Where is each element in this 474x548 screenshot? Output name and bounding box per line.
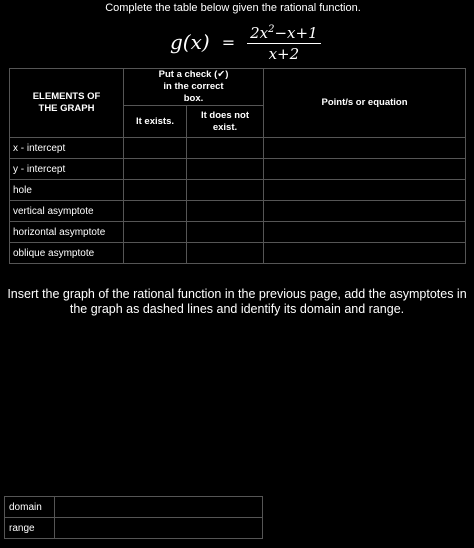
numerator-leading-term: 2x: [250, 24, 269, 42]
table-row: [10, 222, 466, 243]
domain-label: domain: [5, 497, 55, 518]
not-exist-cell[interactable]: [187, 159, 264, 180]
points-cell[interactable]: [264, 138, 466, 159]
not-exist-cell[interactable]: [187, 222, 264, 243]
domain-range-table: [4, 496, 263, 539]
not-exist-cell[interactable]: [187, 138, 264, 159]
row-label: x - intercept: [10, 138, 124, 159]
header-elements: ELEMENTS OF THE GRAPH: [10, 69, 124, 138]
table-row: [10, 201, 466, 222]
points-cell[interactable]: [264, 180, 466, 201]
exists-cell[interactable]: [124, 138, 187, 159]
not-exist-cell[interactable]: [187, 180, 264, 201]
not-exist-cell[interactable]: [187, 201, 264, 222]
formula-numerator: [247, 22, 321, 44]
equals-sign: =: [221, 32, 236, 52]
row-label: horizontal asymptote: [10, 222, 124, 243]
formula-denominator: x+2: [268, 45, 300, 63]
graph-instructions: Insert the graph of the rational function in the previous page, add the asymptotes in the graph as dashed lines and identify its domain and range.: [7, 287, 467, 316]
points-cell[interactable]: [264, 201, 466, 222]
numerator-exponent: 2: [268, 24, 275, 35]
table-row: [10, 138, 466, 159]
points-cell[interactable]: [264, 243, 466, 264]
formula-fraction: [247, 22, 321, 62]
table-row: [10, 159, 466, 180]
row-label: y - intercept: [10, 159, 124, 180]
exists-cell[interactable]: [124, 222, 187, 243]
header-points: Point/s or equation: [264, 69, 466, 138]
header-check: Put a check (✔) in the correct box.: [124, 69, 264, 106]
exists-cell[interactable]: [124, 243, 187, 264]
row-label: oblique asymptote: [10, 243, 124, 264]
exists-cell[interactable]: [124, 159, 187, 180]
not-exist-cell[interactable]: [187, 243, 264, 264]
elements-table: [9, 68, 466, 264]
exists-cell[interactable]: [124, 180, 187, 201]
points-cell[interactable]: [264, 222, 466, 243]
rational-function-formula: [170, 22, 321, 62]
instructions-text: Complete the table below given the rational function.: [105, 2, 361, 14]
numerator-rest: −x+1: [274, 24, 318, 42]
table-row: [10, 180, 466, 201]
row-label: hole: [10, 180, 124, 201]
domain-answer-cell[interactable]: [55, 497, 263, 518]
table-row: [10, 243, 466, 264]
points-cell[interactable]: [264, 159, 466, 180]
header-exists: It exists.: [124, 106, 187, 138]
range-answer-cell[interactable]: [55, 518, 263, 539]
function-name: g(x): [170, 30, 210, 54]
range-row: [5, 518, 263, 539]
range-label: range: [5, 518, 55, 539]
exists-cell[interactable]: [124, 201, 187, 222]
row-label: vertical asymptote: [10, 201, 124, 222]
domain-row: [5, 497, 263, 518]
header-not-exist: It does not exist.: [187, 106, 264, 138]
